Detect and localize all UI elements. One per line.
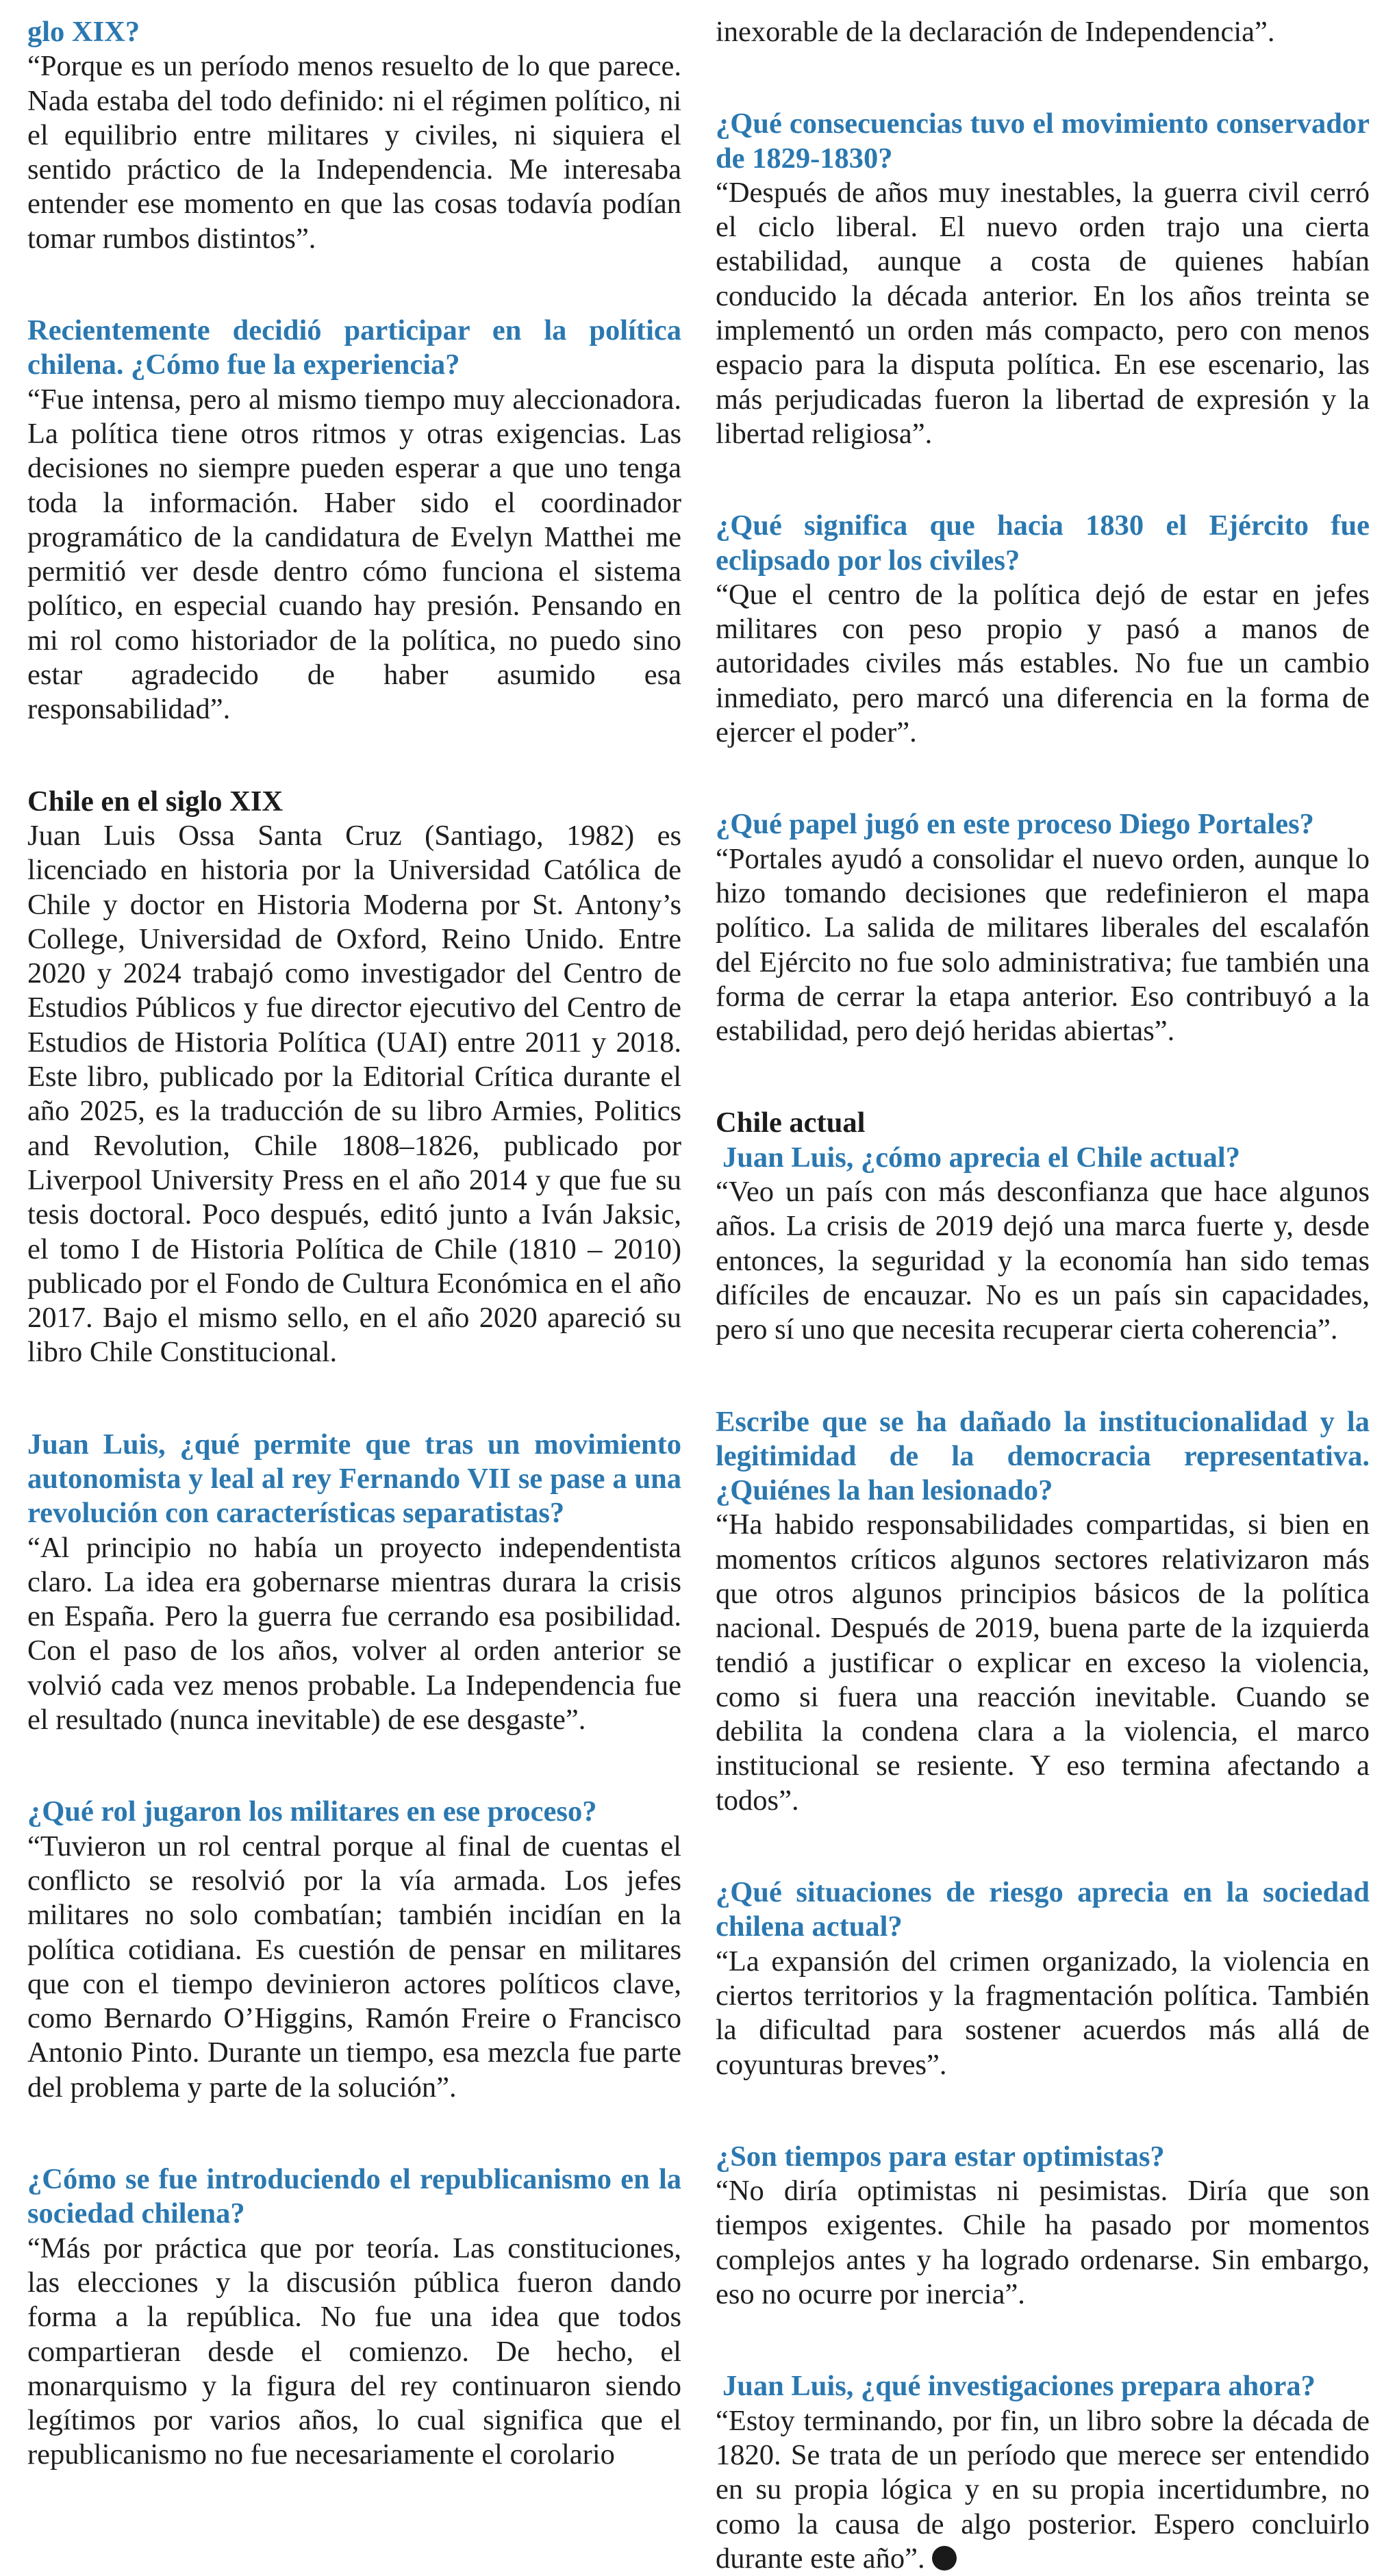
final-answer-text: “Estoy terminando, por fin, un libro sobre la década de 1820. Se trata de un período que merece ser entendido en su propia lógica y en su propia incertidumbre, no como la causa de algo posterior. Espero concluirlo durante este año”. (716, 2404, 1370, 2575)
answer-paragraph: “Al principio no había un proyecto independentista claro. La idea era gobernarse mientras durara la crisis en España. Pero la guerra fue cerrando esa posibilidad. Con el paso de los años, volver al orden anterior se volvió cada vez menos probable. La Independencia fue el resultado (nunca inevitable) de ese desgaste”. (27, 1531, 681, 1737)
question-republicanism: ¿Cómo se fue introduciendo el republicanismo en la sociedad chilena? (27, 2163, 681, 2230)
left-column (27, 15, 681, 2476)
question-institutions-damage: Escribe que se ha dañado la institucionalidad y la legitimidad de la democracia representativa. ¿Quiénes la han lesionado? (716, 1405, 1370, 1507)
author-bio-paragraph: Juan Luis Ossa Santa Cruz (Santiago, 1982) es licenciado en historia por la Universidad Católica de Chile y doctor en Historia Moderna por St. Antony’s College, Universidad de Oxford, Reino Unido. Entre 2020 y 2024 trabajó como investigador del Centro de Estudios Públicos y fue director ejecutivo del Centro de Estudios de Historia Política (UAI) entre 2011 y 2018. Este libro, publicado por la Editorial Crítica durante el año 2025, es la traducción de su libro Armies, Politics and Revolution, Chile 1808–1826, publicado por Liverpool University Press en el año 2014 y que fue su tesis doctoral. Poco después, editó junto a Iván Jaksic, el tomo I de Historia Política de Chile (1810 – 2010) publicado por el Fondo de Cultura Económica en el año 2017. Bajo el mismo sello, en el año 2020 apareció su libro Chile Constitucional. (27, 819, 681, 1369)
question-optimism: ¿Son tiempos para estar optimistas? (716, 2140, 1165, 2173)
question-risk-situations: ¿Qué situaciones de riesgo aprecia en la sociedad chilena actual? (716, 1876, 1370, 1943)
question-military-role: ¿Qué rol jugaron los militares en ese proceso? (27, 1795, 597, 1828)
answer-paragraph: “Porque es un período menos resuelto de lo que parece. Nada estaba del todo definido: ni el régimen político, ni el equilibrio entre militares y civiles, ni siquiera el sentido práctico de la Independencia. Me interesaba entender ese momento en que las cosas todavía podían tomar rumbos distintos”. (27, 50, 681, 255)
answer-paragraph: “Fue intensa, pero al mismo tiempo muy aleccionadora. La política tiene otros ritmos y otras exigencias. Las decisiones no siempre pueden esperar a que uno tenga toda la información. Haber sido el coordinador programático de la candidatura de Evelyn Matthei me permitió ver desde dentro cómo funciona el sistema político, en especial cuando hay presión. Pensando en mi rol como historiador de la política, no puedo sino estar agradecido de haber asumido esa responsabilidad”. (27, 383, 681, 726)
answer-paragraph: “Tuvieron un rol central porque al final de cuentas el conflicto se resolvió por la vía armada. Los jefes militares no solo combatían; también incidían en la política cotidiana. Es cuestión de pensar en militares que con el tiempo devinieron actores políticos clave, como Bernardo O’Higgins, Ramón Freire o Francisco Antonio Pinto. Durante un tiempo, esa mezcla fue parte del problema y parte de la solución”. (27, 1830, 681, 2104)
answer-paragraph: “Después de años muy inestables, la guerra civil cerró el ciclo liberal. El nuevo orden trajo una cierta estabilidad, aunque a costa de quienes habían conducido la década anterior. En los años treinta se implementó un orden más compacto, pero con menos espacio para la disputa política. En ese escenario, las más perjudicadas fueron la libertad de expresión y la libertad religiosa”. (716, 176, 1370, 450)
right-column (716, 15, 1370, 2575)
answer-paragraph: “Que el centro de la política dejó de estar en jefes militares con peso propio y pasó a manos de autoridades civiles más estables. No fue un cambio inmediato, pero marcó una diferencia en la forma de ejercer el poder”. (716, 578, 1370, 749)
answer-paragraph: “La expansión del crimen organizado, la violencia en ciertos territorios y la fragmentación política. También la dificultad para sostener acuerdos más allá de coyunturas breves”. (716, 1945, 1370, 2081)
end-of-article-icon (932, 2546, 957, 2571)
answer-paragraph: “Ha habido responsabilidades compartidas, si bien en momentos críticos algunos sectores relativizaron más que otros algunos principios básicos de la política nacional. Después de 2019, buena parte de la izquierda tendió a justificar o explicar en exceso la violencia, como si fuera una reacción inevitable. Cuando se debilita la condena clara a la violencia, el marco institucional se resiente. Y eso termina afectando a todos”. (716, 1508, 1370, 1817)
question-autonomist-movement: Juan Luis, ¿qué permite que tras un movimiento autonomista y leal al rey Fernando VII se pase a una revolución con características separatistas? (27, 1428, 681, 1530)
answer-paragraph: “Más por práctica que por teoría. Las constituciones, las elecciones y la discusión pública fueron dando forma a la república. No fue una idea que todos compartieran desde el comienzo. De hecho, el monarquismo y la figura del rey continuaron siendo legítimos por varios años, lo cual significa que el republicanismo no fue necesariamente el corolario (27, 2232, 681, 2471)
question-conservative-movement: ¿Qué consecuencias tuvo el movimiento conservador de 1829-1830? (716, 108, 1370, 175)
question-diego-portales: ¿Qué papel jugó en este proceso Diego Portales? (716, 808, 1314, 841)
question-current-research: Juan Luis, ¿qué investigaciones prepara ahora? (722, 2370, 1316, 2403)
section-heading-chile-actual: Chile actual (716, 1107, 866, 1139)
answer-paragraph: “Portales ayudó a consolidar el nuevo orden, aunque lo hizo tomando decisiones que redefinieron el mapa político. La salida de militares liberales del escalafón del Ejército no fue solo administrativa; fue también una forma de cerrar la etapa anterior. Eso contribuyó a la estabilidad, pero dejó heridas abiertas”. (716, 842, 1370, 1048)
section-heading-chile-xix: Chile en el siglo XIX (27, 785, 284, 818)
question-current-chile: Juan Luis, ¿cómo aprecia el Chile actual? (722, 1141, 1240, 1174)
answer-paragraph: “Veo un país con más desconfianza que hace algunos años. La crisis de 2019 dejó una marca fuerte y, desde entonces, la seguridad y la economía han sido temas difíciles de encauzar. No es un país sin capacidades, pero sí uno que necesita recuperar cierta coherencia”. (716, 1176, 1370, 1346)
final-answer-paragraph (716, 2404, 1370, 2576)
question-continued: glo XIX? (27, 16, 140, 48)
answer-paragraph: “No diría optimistas ni pesimistas. Diría que son tiempos exigentes. Chile ha pasado por momentos complejos antes y ha logrado ordenarse. Sin embargo, eso no ocurre por inercia”. (716, 2175, 1370, 2311)
question-politics-experience: Recientemente decidió participar en la política chilena. ¿Cómo fue la experiencia? (27, 314, 681, 381)
answer-continued: inexorable de la declaración de Independencia”. (716, 16, 1275, 48)
question-army-eclipsed: ¿Qué significa que hacia 1830 el Ejército fue eclipsado por los civiles? (716, 509, 1370, 577)
